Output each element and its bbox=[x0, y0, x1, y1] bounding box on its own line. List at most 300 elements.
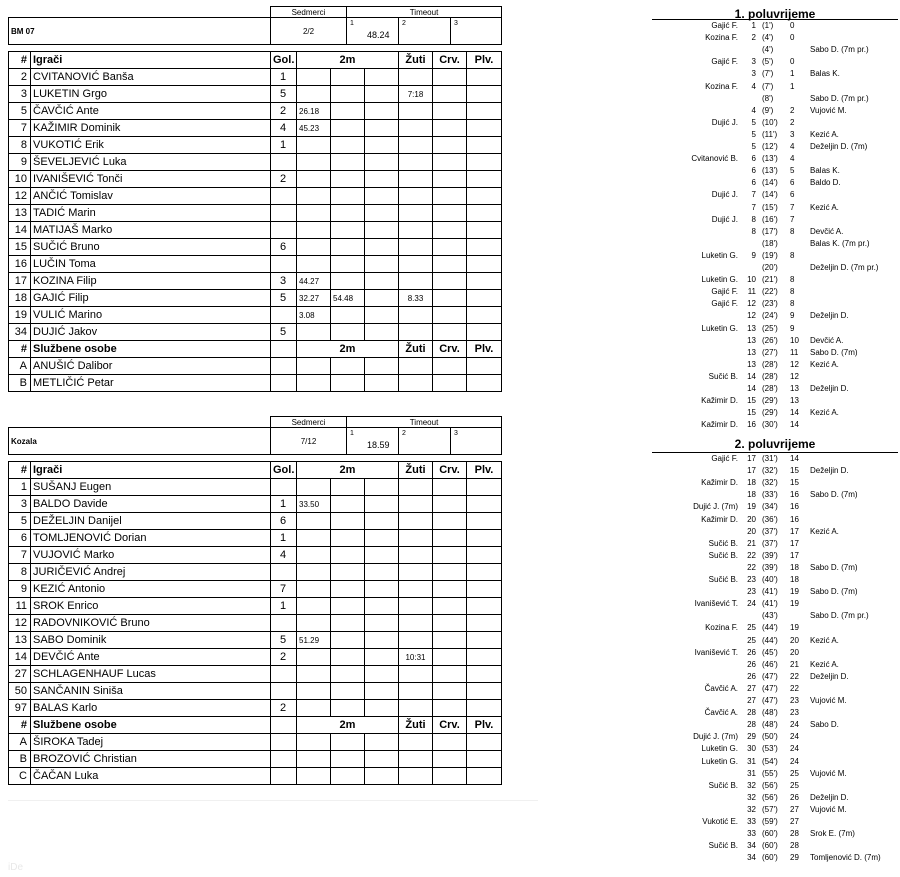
event-home-score: 17 bbox=[747, 466, 756, 476]
event-home-scorer: Cvitanović B. bbox=[691, 154, 738, 164]
suspension-2 bbox=[331, 154, 365, 171]
event-minute: (41') bbox=[762, 599, 778, 609]
event-home-score: 3 bbox=[751, 69, 756, 79]
player-name: VUJOVIĆ Marko bbox=[31, 547, 271, 564]
event-home-score: 25 bbox=[747, 635, 756, 645]
official-cell bbox=[331, 358, 365, 375]
event-minute: (27') bbox=[762, 347, 778, 357]
event-minute: (60') bbox=[762, 841, 778, 851]
event-home-scorer: Gajić F. bbox=[711, 21, 738, 30]
official-cell bbox=[297, 375, 331, 392]
player-number: 27 bbox=[9, 666, 31, 683]
event-minute: (18') bbox=[762, 238, 778, 248]
event-home-score: 19 bbox=[747, 502, 756, 512]
header-spacer bbox=[9, 7, 271, 18]
player-row bbox=[9, 615, 502, 632]
player-row bbox=[9, 222, 502, 239]
player-number: 1 bbox=[9, 479, 31, 496]
player-number: 19 bbox=[9, 307, 31, 324]
official-letter: C bbox=[9, 768, 31, 785]
col-header-number: # bbox=[9, 52, 31, 69]
player-row bbox=[9, 564, 502, 581]
event-away-score: 17 bbox=[790, 538, 799, 548]
player-goals bbox=[271, 205, 297, 222]
suspension-2 bbox=[331, 700, 365, 717]
red-card bbox=[433, 598, 467, 615]
event-home-score: 21 bbox=[747, 538, 756, 548]
red-card bbox=[433, 649, 467, 666]
player-number: 14 bbox=[9, 649, 31, 666]
suspension-2 bbox=[331, 205, 365, 222]
suspension-1 bbox=[297, 256, 331, 273]
event-minute: (48') bbox=[762, 708, 778, 718]
yellow-card bbox=[399, 69, 433, 86]
suspension-1 bbox=[297, 649, 331, 666]
official-cell bbox=[297, 358, 331, 375]
suspension-1 bbox=[297, 564, 331, 581]
event-away-score: 15 bbox=[790, 466, 799, 476]
official-cell bbox=[467, 734, 502, 751]
yellow-card bbox=[399, 188, 433, 205]
yellow-card bbox=[399, 700, 433, 717]
event-away-score: 28 bbox=[790, 841, 799, 851]
col-header-red: Crv. bbox=[433, 717, 467, 734]
player-name: TOMLJENOVIĆ Dorian bbox=[31, 530, 271, 547]
yellow-card bbox=[399, 103, 433, 120]
player-goals bbox=[271, 683, 297, 700]
player-row bbox=[9, 324, 502, 341]
event-minute: (56') bbox=[762, 792, 778, 802]
suspension-2 bbox=[331, 239, 365, 256]
timeout-cell-2 bbox=[399, 428, 451, 455]
suspension-1 bbox=[297, 154, 331, 171]
red-card bbox=[433, 86, 467, 103]
players-header-row bbox=[9, 52, 502, 69]
player-row bbox=[9, 69, 502, 86]
suspension-1: 33.50 bbox=[297, 496, 331, 513]
official-cell bbox=[271, 751, 297, 768]
suspension-1 bbox=[297, 324, 331, 341]
blue-card bbox=[467, 256, 502, 273]
player-name: BALDO Davide bbox=[31, 496, 271, 513]
event-home-score: 8 bbox=[751, 214, 756, 224]
official-name: ŠIROKA Tadej bbox=[31, 734, 271, 751]
event-away-score: 1 bbox=[790, 69, 795, 79]
event-minute: (5') bbox=[762, 57, 774, 67]
event-minute: (10') bbox=[762, 117, 778, 127]
event-away-score: 10 bbox=[790, 335, 799, 345]
player-name: GAJIĆ Filip bbox=[31, 290, 271, 307]
player-goals: 2 bbox=[271, 649, 297, 666]
yellow-card bbox=[399, 496, 433, 513]
event-away-score: 7 bbox=[790, 214, 795, 224]
event-away-score: 1 bbox=[790, 81, 795, 91]
yellow-card bbox=[399, 666, 433, 683]
event-away-score: 19 bbox=[790, 623, 799, 633]
player-name: DEVČIĆ Ante bbox=[31, 649, 271, 666]
event-away-score: 12 bbox=[790, 359, 799, 369]
official-cell bbox=[365, 358, 399, 375]
player-name: DUJIĆ Jakov bbox=[31, 324, 271, 341]
player-row bbox=[9, 103, 502, 120]
col-header-2m: 2m bbox=[297, 717, 399, 734]
official-cell bbox=[433, 375, 467, 392]
event-home-score: 13 bbox=[747, 347, 756, 357]
event-home-scorer: Kažimir D. bbox=[701, 420, 738, 430]
event-away-score: 24 bbox=[790, 756, 799, 766]
red-card bbox=[433, 632, 467, 649]
suspension-1 bbox=[297, 479, 331, 496]
event-away-scorer: Sabo D. (7m) bbox=[810, 562, 858, 572]
event-away-score: 14 bbox=[790, 408, 799, 418]
red-card bbox=[433, 290, 467, 307]
blue-card bbox=[467, 530, 502, 547]
event-away-score: 8 bbox=[790, 287, 795, 297]
player-goals: 1 bbox=[271, 69, 297, 86]
official-row bbox=[9, 375, 502, 392]
event-home-score: 17 bbox=[747, 454, 756, 463]
event-minute: (44') bbox=[762, 623, 778, 633]
event-away-score: 17 bbox=[790, 550, 799, 560]
official-cell bbox=[433, 751, 467, 768]
event-minute: (40') bbox=[762, 575, 778, 584]
event-minute: (9') bbox=[762, 105, 774, 115]
blue-card bbox=[467, 86, 502, 103]
suspension-3 bbox=[365, 564, 399, 581]
official-cell bbox=[365, 751, 399, 768]
official-cell bbox=[297, 768, 331, 785]
event-away-scorer: Srok E. (7m) bbox=[810, 829, 855, 839]
player-row bbox=[9, 256, 502, 273]
official-cell bbox=[433, 768, 467, 785]
col-header-red: Crv. bbox=[433, 462, 467, 479]
suspension-1 bbox=[297, 69, 331, 86]
official-row bbox=[9, 734, 502, 751]
col-header-yellow: Žuti bbox=[399, 341, 433, 358]
player-number: 8 bbox=[9, 137, 31, 154]
col-header-blue: Plv. bbox=[467, 717, 502, 734]
event-away-score: 24 bbox=[790, 744, 799, 754]
blue-card bbox=[467, 307, 502, 324]
suspension-1 bbox=[297, 188, 331, 205]
player-goals: 5 bbox=[271, 86, 297, 103]
event-home-score: 10 bbox=[747, 275, 756, 285]
event-home-scorer: Kozina F. bbox=[705, 33, 738, 43]
event-minute: (39') bbox=[762, 550, 778, 560]
event-home-scorer: Dujić J. bbox=[711, 214, 738, 224]
event-home-score: 29 bbox=[747, 732, 756, 742]
timeout-number: 2 bbox=[402, 430, 406, 437]
event-home-score: 20 bbox=[747, 526, 756, 536]
red-card bbox=[433, 564, 467, 581]
event-minute: (56') bbox=[762, 780, 778, 790]
player-name: ŠEVELJEVIĆ Luka bbox=[31, 154, 271, 171]
official-letter: A bbox=[9, 734, 31, 751]
suspension-2 bbox=[331, 479, 365, 496]
player-row bbox=[9, 547, 502, 564]
event-away-scorer: Vujović M. bbox=[810, 105, 847, 115]
event-home-score: 28 bbox=[747, 708, 756, 718]
timeout-label: Timeout bbox=[347, 417, 502, 428]
event-home-score: 4 bbox=[751, 81, 756, 91]
official-cell bbox=[271, 375, 297, 392]
event-away-score: 6 bbox=[790, 190, 795, 200]
player-number: 12 bbox=[9, 188, 31, 205]
red-card bbox=[433, 69, 467, 86]
blue-card bbox=[467, 547, 502, 564]
event-home-score: 33 bbox=[747, 817, 756, 826]
event-away-score: 23 bbox=[790, 696, 799, 705]
player-goals: 4 bbox=[271, 547, 297, 564]
red-card bbox=[433, 581, 467, 598]
event-away-score: 24 bbox=[790, 732, 799, 742]
event-home-score: 2 bbox=[751, 33, 756, 43]
suspension-3 bbox=[365, 171, 399, 188]
event-away-score: 13 bbox=[790, 384, 799, 393]
event-home-score: 4 bbox=[751, 105, 756, 115]
col-header-number: # bbox=[9, 462, 31, 479]
event-away-score: 24 bbox=[790, 720, 799, 730]
official-cell bbox=[331, 768, 365, 785]
player-number: 18 bbox=[9, 290, 31, 307]
player-name: CVITANOVIĆ Banša bbox=[31, 69, 271, 86]
event-away-scorer: Devčić A. bbox=[810, 335, 844, 345]
event-minute: (60') bbox=[762, 853, 778, 863]
col-header-yellow: Žuti bbox=[399, 462, 433, 479]
player-goals bbox=[271, 564, 297, 581]
yellow-card bbox=[399, 324, 433, 341]
suspension-2 bbox=[331, 256, 365, 273]
player-number: 3 bbox=[9, 86, 31, 103]
blue-card bbox=[467, 632, 502, 649]
col-header-goals bbox=[271, 341, 297, 358]
event-minute: (37') bbox=[762, 538, 778, 548]
player-row bbox=[9, 649, 502, 666]
event-home-score: 12 bbox=[747, 299, 756, 309]
player-name: ANČIĆ Tomislav bbox=[31, 188, 271, 205]
timeout-number: 1 bbox=[350, 430, 354, 437]
officials-header-row bbox=[9, 341, 502, 358]
player-name: SUČIĆ Bruno bbox=[31, 239, 271, 256]
player-number: 7 bbox=[9, 120, 31, 137]
suspension-1 bbox=[297, 137, 331, 154]
player-goals: 1 bbox=[271, 496, 297, 513]
official-letter: A bbox=[9, 358, 31, 375]
event-away-score: 0 bbox=[790, 57, 795, 67]
player-goals: 5 bbox=[271, 324, 297, 341]
player-name: KAŽIMIR Dominik bbox=[31, 120, 271, 137]
event-minute: (13') bbox=[762, 166, 778, 176]
event-home-score: 28 bbox=[747, 720, 756, 730]
player-number: 34 bbox=[9, 324, 31, 341]
event-away-scorer: Balas K. bbox=[810, 166, 840, 176]
event-minute: (36') bbox=[762, 514, 778, 524]
yellow-card bbox=[399, 547, 433, 564]
event-minute: (22') bbox=[762, 287, 778, 297]
event-away-scorer: Sabo D. (7m pr.) bbox=[810, 611, 869, 621]
event-away-scorer: Kezić A. bbox=[810, 359, 839, 369]
event-home-score: 5 bbox=[751, 117, 756, 127]
event-home-score: 5 bbox=[751, 142, 756, 151]
col-header-blue: Plv. bbox=[467, 341, 502, 358]
official-cell bbox=[297, 734, 331, 751]
suspension-2 bbox=[331, 513, 365, 530]
blue-card bbox=[467, 683, 502, 700]
event-away-score: 11 bbox=[790, 347, 799, 357]
event-minute: (33') bbox=[762, 490, 778, 500]
event-home-score: 3 bbox=[751, 57, 756, 67]
official-cell bbox=[365, 375, 399, 392]
player-name: RADOVNIKOVIĆ Bruno bbox=[31, 615, 271, 632]
event-home-scorer: Dujić J. bbox=[711, 117, 738, 127]
event-home-score: 13 bbox=[747, 359, 756, 369]
suspension-2 bbox=[331, 324, 365, 341]
suspension-3 bbox=[365, 205, 399, 222]
event-minute: (32') bbox=[762, 466, 778, 476]
player-row bbox=[9, 171, 502, 188]
player-row bbox=[9, 205, 502, 222]
event-away-score: 6 bbox=[790, 178, 795, 188]
official-cell bbox=[433, 358, 467, 375]
player-goals: 2 bbox=[271, 103, 297, 120]
yellow-card bbox=[399, 120, 433, 137]
event-home-score: 1 bbox=[751, 21, 756, 30]
blue-card bbox=[467, 69, 502, 86]
event-away-scorer: Kezić A. bbox=[810, 659, 839, 669]
event-away-scorer: Deželjin D. (7m pr.) bbox=[810, 263, 879, 272]
event-home-score: 34 bbox=[747, 853, 756, 863]
event-minute: (25') bbox=[762, 323, 778, 333]
official-name: METLIČIĆ Petar bbox=[31, 375, 271, 392]
event-home-score: 20 bbox=[747, 514, 756, 524]
red-card bbox=[433, 205, 467, 222]
event-home-score: 6 bbox=[751, 178, 756, 188]
suspension-2 bbox=[331, 615, 365, 632]
player-number: 11 bbox=[9, 598, 31, 615]
event-minute: (1') bbox=[762, 21, 774, 30]
event-minute: (32') bbox=[762, 478, 778, 488]
event-home-scorer: Sučić B. bbox=[708, 780, 738, 790]
player-goals: 1 bbox=[271, 530, 297, 547]
suspension-2 bbox=[331, 564, 365, 581]
official-cell bbox=[271, 358, 297, 375]
event-away-score: 16 bbox=[790, 502, 799, 512]
suspension-2 bbox=[331, 222, 365, 239]
event-minute: (4') bbox=[762, 45, 774, 55]
suspension-3 bbox=[365, 632, 399, 649]
event-away-score: 3 bbox=[790, 129, 795, 139]
team-header-0 bbox=[8, 6, 502, 45]
event-minute: (55') bbox=[762, 768, 778, 778]
event-home-scorer: Gajić F. bbox=[711, 287, 738, 297]
roster-table-1 bbox=[8, 461, 502, 785]
event-home-score: 34 bbox=[747, 841, 756, 851]
player-name: KEZIĆ Antonio bbox=[31, 581, 271, 598]
event-away-scorer: Sabo D. (7m) bbox=[810, 347, 858, 357]
suspension-3 bbox=[365, 324, 399, 341]
yellow-card bbox=[399, 479, 433, 496]
timeout-time: 18.59 bbox=[367, 440, 390, 450]
event-away-score: 22 bbox=[790, 671, 799, 681]
suspension-2 bbox=[331, 649, 365, 666]
red-card bbox=[433, 683, 467, 700]
player-number: 8 bbox=[9, 564, 31, 581]
event-home-scorer: Luketin G. bbox=[701, 744, 738, 754]
event-away-score: 22 bbox=[790, 683, 799, 693]
player-goals: 2 bbox=[271, 171, 297, 188]
col-header-red: Crv. bbox=[433, 52, 467, 69]
player-row bbox=[9, 496, 502, 513]
event-away-scorer: Balas K. (7m pr.) bbox=[810, 238, 870, 248]
event-home-score: 22 bbox=[747, 562, 756, 572]
event-minute: (7') bbox=[762, 69, 774, 79]
timeout-time: 48.24 bbox=[367, 30, 390, 40]
official-cell bbox=[365, 734, 399, 751]
timeout-number: 3 bbox=[454, 430, 458, 437]
event-minute: (19') bbox=[762, 250, 778, 260]
event-away-score: 18 bbox=[790, 562, 799, 572]
event-home-score: 12 bbox=[747, 311, 756, 321]
blue-card bbox=[467, 273, 502, 290]
official-cell bbox=[467, 751, 502, 768]
yellow-card bbox=[399, 615, 433, 632]
event-home-score: 26 bbox=[747, 647, 756, 657]
player-number: 10 bbox=[9, 171, 31, 188]
col-header-blue: Plv. bbox=[467, 462, 502, 479]
yellow-card bbox=[399, 530, 433, 547]
blue-card bbox=[467, 137, 502, 154]
suspension-1 bbox=[297, 547, 331, 564]
event-away-scorer: Sabo D. (7m) bbox=[810, 490, 858, 500]
suspension-3 bbox=[365, 69, 399, 86]
suspension-2 bbox=[331, 307, 365, 324]
player-number: 17 bbox=[9, 273, 31, 290]
event-minute: (39') bbox=[762, 562, 778, 572]
col-header-yellow: Žuti bbox=[399, 717, 433, 734]
event-away-score: 29 bbox=[790, 853, 799, 863]
yellow-card bbox=[399, 513, 433, 530]
red-card bbox=[433, 615, 467, 632]
player-goals bbox=[271, 256, 297, 273]
event-home-score: 11 bbox=[747, 287, 756, 297]
player-row bbox=[9, 581, 502, 598]
col-header-number: # bbox=[9, 717, 31, 734]
suspension-3 bbox=[365, 154, 399, 171]
col-header-blue: Plv. bbox=[467, 52, 502, 69]
event-home-score: 6 bbox=[751, 154, 756, 164]
event-home-scorer: Luketin G. bbox=[701, 250, 738, 260]
col-header-name: Službene osobe bbox=[31, 341, 271, 358]
event-minute: (21') bbox=[762, 275, 778, 285]
event-away-score: 8 bbox=[790, 299, 795, 309]
official-row bbox=[9, 768, 502, 785]
event-away-score: 28 bbox=[790, 829, 799, 839]
event-home-scorer: Luketin G. bbox=[701, 275, 738, 285]
event-away-scorer: Kezić A. bbox=[810, 635, 839, 645]
red-card bbox=[433, 547, 467, 564]
player-name: TADIĆ Marin bbox=[31, 205, 271, 222]
red-card bbox=[433, 120, 467, 137]
event-home-scorer: Sučić B. bbox=[708, 841, 738, 851]
player-name: MATIJAŠ Marko bbox=[31, 222, 271, 239]
timeout-cell-2 bbox=[399, 18, 451, 45]
event-away-score: 5 bbox=[790, 166, 795, 176]
player-goals: 1 bbox=[271, 598, 297, 615]
suspension-3 bbox=[365, 222, 399, 239]
blue-card bbox=[467, 700, 502, 717]
event-home-score: 18 bbox=[747, 490, 756, 500]
suspension-3 bbox=[365, 479, 399, 496]
